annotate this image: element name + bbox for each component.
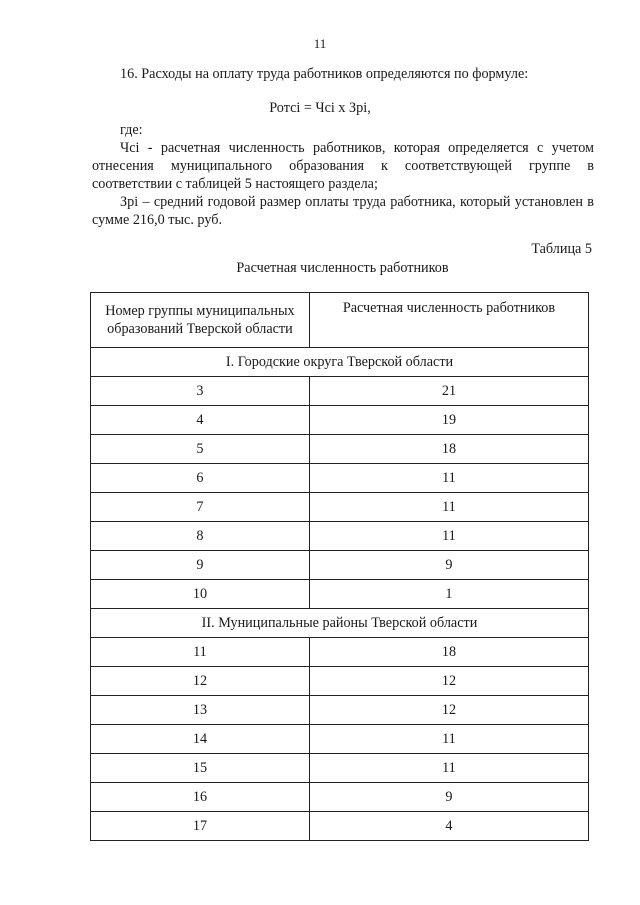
- workers-count-cell: 1: [309, 580, 588, 609]
- group-number-cell: 13: [91, 696, 310, 725]
- table-row: [91, 638, 589, 667]
- workers-count-cell: 12: [309, 667, 588, 696]
- formula: Ротсі = Чсі х Зрі,: [269, 100, 371, 116]
- workers-count-cell: 18: [309, 435, 588, 464]
- group-number-cell: 9: [91, 551, 310, 580]
- table-row: [91, 406, 589, 435]
- group-number-cell: 10: [91, 580, 310, 609]
- table-row: [91, 696, 589, 725]
- workers-count-cell: 11: [309, 522, 588, 551]
- section-header-row: [91, 348, 589, 377]
- workers-count-cell: 12: [309, 696, 588, 725]
- group-number-cell: 12: [91, 667, 310, 696]
- group-number-cell: 16: [91, 783, 310, 812]
- group-number-cell: 14: [91, 725, 310, 754]
- workers-count-cell: 11: [309, 493, 588, 522]
- group-number-cell: 6: [91, 464, 310, 493]
- section-header-row: [91, 609, 589, 638]
- where-label: где:: [120, 122, 143, 138]
- table-row: [91, 667, 589, 696]
- table-row: [91, 783, 589, 812]
- header-workers-count: Расчетная численность работников: [309, 293, 588, 348]
- workers-count-cell: 21: [309, 377, 588, 406]
- group-number-cell: 8: [91, 522, 310, 551]
- page-number: 11: [313, 36, 327, 51]
- paragraph-16: 16. Расходы на оплату труда работников определяются по формуле:: [120, 66, 529, 82]
- workers-count-cell: 19: [309, 406, 588, 435]
- section-title: II. Муниципальные районы Тверской области: [91, 609, 589, 638]
- table-row: [91, 435, 589, 464]
- table-row: [91, 812, 589, 841]
- group-number-cell: 5: [91, 435, 310, 464]
- definition-zri: Зрі – средний годовой размер оплаты труда работника, который установлен в сумме 216,0 тыс. руб.: [92, 194, 594, 228]
- table-body: [91, 293, 589, 841]
- workers-count-cell: 11: [309, 464, 588, 493]
- header-group-number: Номер группы муниципальных образований Тверской области: [91, 293, 310, 348]
- group-number-cell: 15: [91, 754, 310, 783]
- table-row: [91, 580, 589, 609]
- table-row: [91, 551, 589, 580]
- workers-count-cell: 4: [309, 812, 588, 841]
- workers-table: [90, 292, 589, 841]
- table-row: [91, 725, 589, 754]
- group-number-cell: 7: [91, 493, 310, 522]
- table-caption: Расчетная численность работников: [236, 260, 449, 276]
- table-row: [91, 522, 589, 551]
- table-row: [91, 377, 589, 406]
- section-title: I. Городские округа Тверской области: [91, 348, 589, 377]
- table-number: Таблица 5: [531, 241, 592, 257]
- table-row: [91, 464, 589, 493]
- table-row: [91, 493, 589, 522]
- table-row: [91, 754, 589, 783]
- table-header-row: [91, 293, 589, 348]
- group-number-cell: 3: [91, 377, 310, 406]
- workers-count-cell: 11: [309, 725, 588, 754]
- group-number-cell: 17: [91, 812, 310, 841]
- definition-chsi: Чсі - расчетная численность работников, которая определяется с учетом отнесения муниципального образования к соответствующей группе в соответствии с таблицей 5 настоящего раздела;: [92, 140, 594, 192]
- workers-count-cell: 9: [309, 551, 588, 580]
- workers-count-cell: 18: [309, 638, 588, 667]
- group-number-cell: 4: [91, 406, 310, 435]
- workers-count-cell: 9: [309, 783, 588, 812]
- workers-count-cell: 11: [309, 754, 588, 783]
- group-number-cell: 11: [91, 638, 310, 667]
